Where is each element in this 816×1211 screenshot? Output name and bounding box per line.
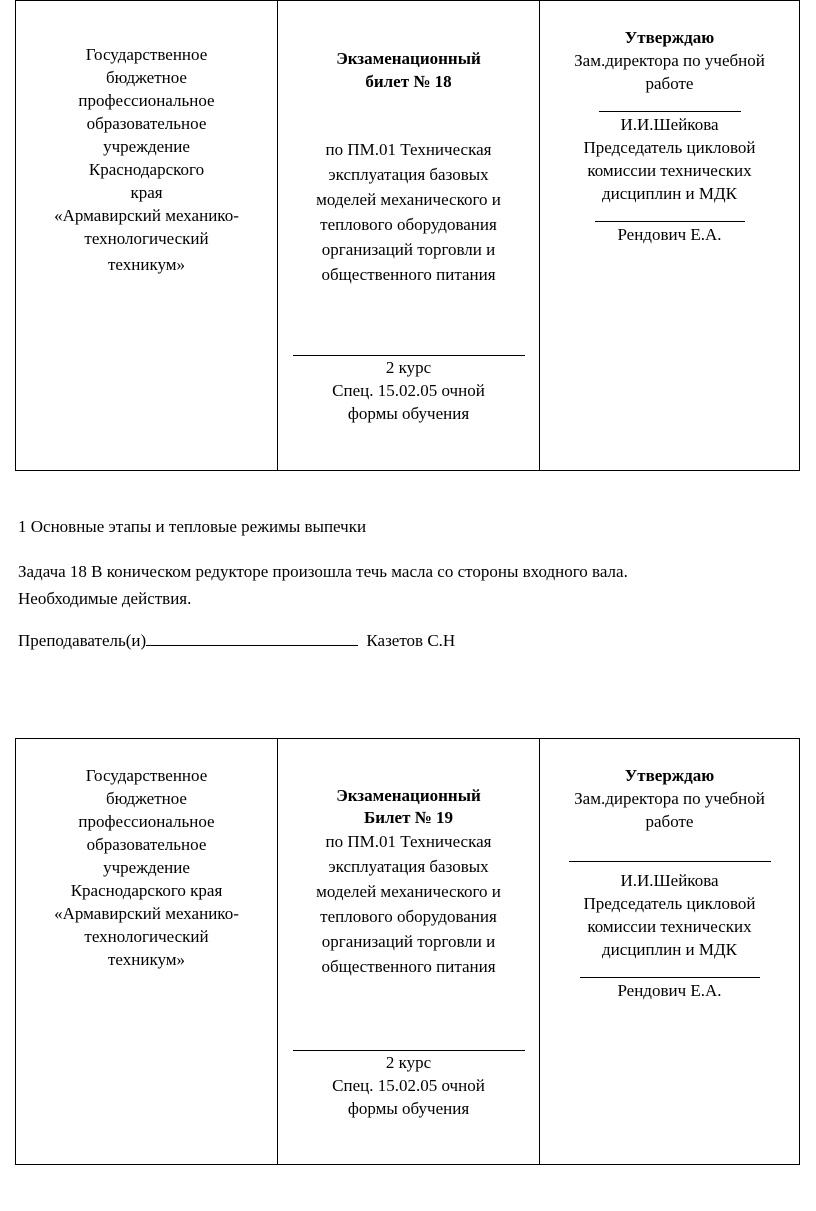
task-line-1: Задача 18 В коническом редукторе произошла течь масла со стороны входного вала. [18,562,628,581]
subject-line: по ПМ.01 Техническая [325,140,492,159]
institution-line: образовательное [86,835,207,854]
institution-line: края [130,183,163,202]
subject-line: организаций торговли и [321,932,496,951]
deputy-name: И.И.Шейкова [620,871,719,890]
institution-line: технологический [84,927,209,946]
subject-line: эксплуатация базовых [328,165,489,184]
subject-line: организаций торговли и [321,240,496,259]
chair-title: Председатель цикловой [583,138,756,157]
approval-cell [540,739,799,1164]
approval-cell [540,1,799,470]
teacher-label: Преподаватель(и) [18,631,147,650]
exam-ticket-18 [15,0,800,471]
chair-name: Рендович Е.А. [617,981,722,1000]
ticket-info-cell [278,1,540,470]
ticket-info-cell [278,739,540,1164]
deputy-title: работе [645,812,694,831]
task-line-2: Необходимые действия. [18,589,192,608]
signature-line [569,833,771,862]
subject-line: моделей механического и [316,882,501,901]
institution-line: технологический [84,229,209,248]
ticket-title: Экзаменационный [336,786,481,805]
institution-line: техникум» [108,950,185,969]
institution-line: «Армавирский механико- [54,206,239,225]
specialty: Спец. 15.02.05 очной [332,1076,485,1095]
teacher-name: Казетов С.Н [366,631,456,650]
question-1: 1 Основные этапы и тепловые режимы выпечки [18,517,367,536]
ticket-number: Билет № 19 [363,808,454,827]
institution-line: образовательное [86,114,207,133]
ticket-number: билет № 18 [365,72,452,91]
subject-line: моделей механического и [316,190,501,209]
subject-line: общественного питания [321,957,496,976]
ticket-title: Экзаменационный [336,49,481,68]
institution-line: техникум» [108,255,185,274]
teacher-signature-line [146,629,358,646]
subject-line: эксплуатация базовых [328,857,489,876]
chair-title: дисциплин и МДК [602,184,737,203]
deputy-title: работе [645,74,694,93]
institution-cell [16,1,278,470]
subject-line: по ПМ.01 Техническая [325,832,492,851]
institution-line: «Армавирский механико- [54,904,239,923]
course: 2 курс [385,358,432,377]
deputy-title: Зам.директора по учебной [574,51,765,70]
signature-line [580,967,760,978]
institution-line: бюджетное [106,789,187,808]
institution-line: профессиональное [78,812,215,831]
institution-line: учреждение [103,858,190,877]
institution-line: бюджетное [106,68,187,87]
study-form: формы обучения [347,404,470,423]
approve-label: Утверждаю [624,766,715,785]
institution-line: Краснодарского [88,160,205,179]
deputy-name: И.И.Шейкова [620,115,719,134]
subject-line: теплового оборудования [320,215,497,234]
chair-title: комиссии технических [587,917,752,936]
signature-line [595,211,745,222]
approve-label: Утверждаю [624,28,715,47]
institution-line: учреждение [103,137,190,156]
chair-title: дисциплин и МДК [602,940,737,959]
subject-line: теплового оборудования [320,907,497,926]
institution-line: Государственное [85,45,208,64]
institution-line: профессиональное [78,91,215,110]
deputy-title: Зам.директора по учебной [574,789,765,808]
subject-line: общественного питания [321,265,496,284]
institution-line: Государственное [85,766,208,785]
institution-line: Краснодарского края [70,881,223,900]
signature-line [599,101,741,112]
teacher-signature [18,629,455,653]
specialty: Спец. 15.02.05 очной [332,381,485,400]
exam-ticket-19 [15,738,800,1165]
institution-cell [16,739,278,1164]
course: 2 курс [385,1053,432,1072]
chair-name: Рендович Е.А. [617,225,722,244]
chair-title: Председатель цикловой [583,894,756,913]
chair-title: комиссии технических [587,161,752,180]
study-form: формы обучения [347,1099,470,1118]
